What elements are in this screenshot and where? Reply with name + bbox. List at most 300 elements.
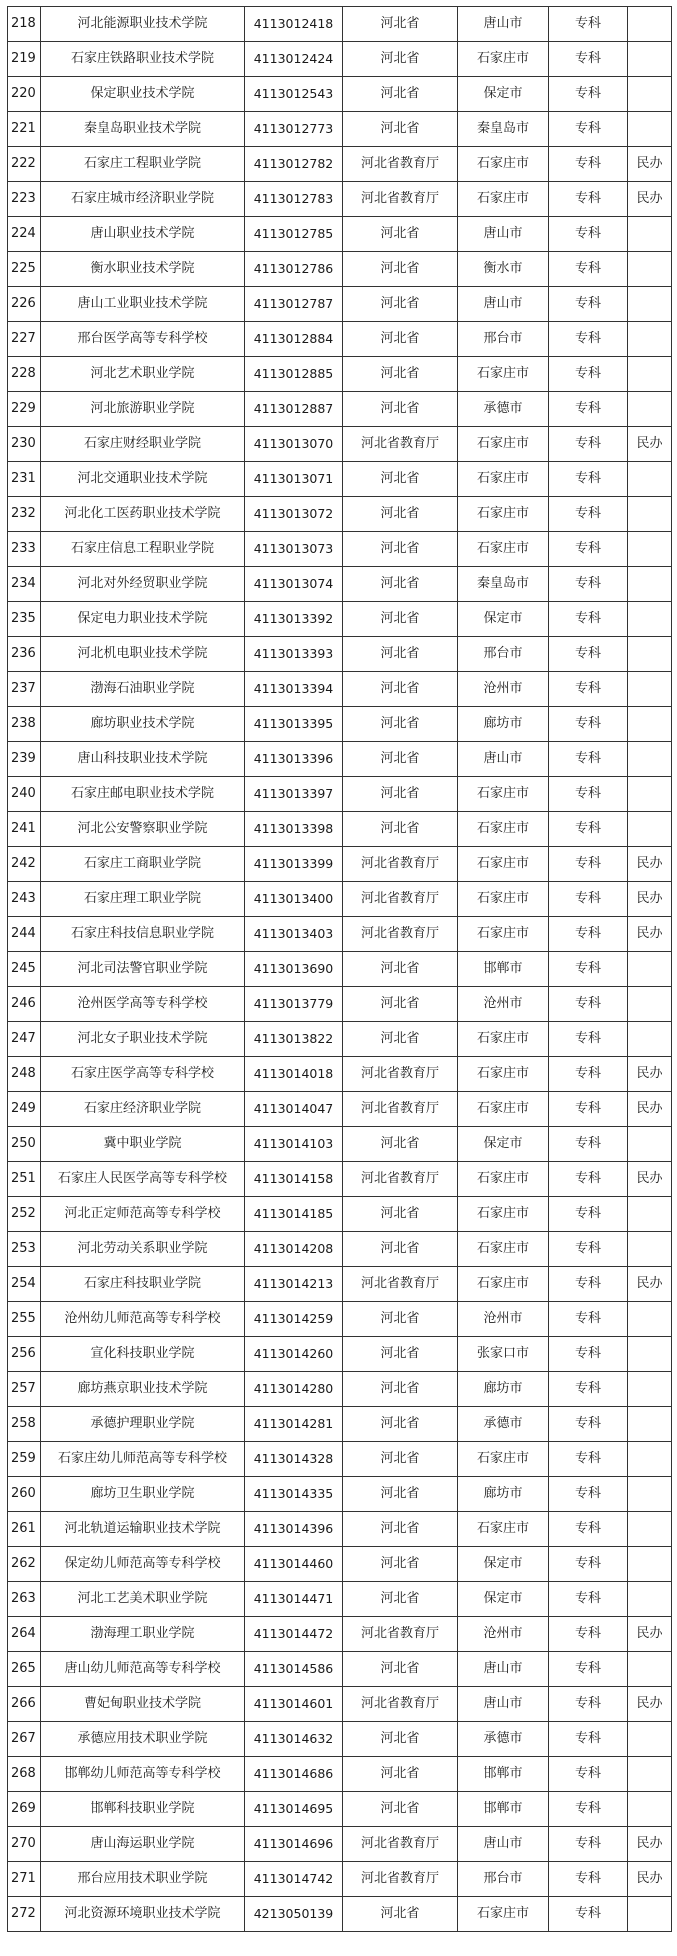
school-name-cell: 宣化科技职业学院 <box>41 1337 245 1372</box>
table-row <box>8 287 672 322</box>
school-code-cell: 4113013072 <box>245 497 343 532</box>
education-level-cell: 专科 <box>549 742 628 777</box>
remark-cell <box>628 1197 672 1232</box>
remark-cell <box>628 1512 672 1547</box>
row-number-cell: 248 <box>8 1057 41 1092</box>
education-level-cell: 专科 <box>549 917 628 952</box>
authority-cell: 河北省 <box>343 777 458 812</box>
row-number-cell: 253 <box>8 1232 41 1267</box>
school-name-cell: 河北机电职业技术学院 <box>41 637 245 672</box>
education-level-cell: 专科 <box>549 77 628 112</box>
row-number-cell: 250 <box>8 1127 41 1162</box>
education-level-cell: 专科 <box>549 1197 628 1232</box>
school-name-cell: 河北司法警官职业学院 <box>41 952 245 987</box>
education-level-cell: 专科 <box>549 462 628 497</box>
education-level-cell: 专科 <box>549 602 628 637</box>
school-name-cell: 曹妃甸职业技术学院 <box>41 1687 245 1722</box>
row-number-cell: 226 <box>8 287 41 322</box>
authority-cell: 河北省教育厅 <box>343 1862 458 1897</box>
remark-cell: 民办 <box>628 427 672 462</box>
authority-cell: 河北省 <box>343 1792 458 1827</box>
school-name-cell: 渤海理工职业学院 <box>41 1617 245 1652</box>
city-cell: 承德市 <box>458 392 549 427</box>
education-level-cell: 专科 <box>549 1512 628 1547</box>
city-cell: 石家庄市 <box>458 812 549 847</box>
authority-cell: 河北省 <box>343 1197 458 1232</box>
education-level-cell: 专科 <box>549 1022 628 1057</box>
remark-cell <box>628 112 672 147</box>
row-number-cell: 240 <box>8 777 41 812</box>
table-row <box>8 952 672 987</box>
education-level-cell: 专科 <box>549 322 628 357</box>
school-code-cell: 4113014208 <box>245 1232 343 1267</box>
table-row <box>8 42 672 77</box>
authority-cell: 河北省 <box>343 1407 458 1442</box>
table-row <box>8 1022 672 1057</box>
remark-cell <box>628 1582 672 1617</box>
education-level-cell: 专科 <box>549 252 628 287</box>
city-cell: 保定市 <box>458 1127 549 1162</box>
row-number-cell: 251 <box>8 1162 41 1197</box>
education-level-cell: 专科 <box>549 1092 628 1127</box>
education-level-cell: 专科 <box>549 707 628 742</box>
remark-cell: 民办 <box>628 1267 672 1302</box>
city-cell: 保定市 <box>458 1547 549 1582</box>
table-row <box>8 1757 672 1792</box>
remark-cell <box>628 567 672 602</box>
school-code-cell: 4113012783 <box>245 182 343 217</box>
remark-cell <box>628 1372 672 1407</box>
school-code-cell: 4113014018 <box>245 1057 343 1092</box>
school-code-cell: 4113013399 <box>245 847 343 882</box>
school-name-cell: 石家庄经济职业学院 <box>41 1092 245 1127</box>
education-level-cell: 专科 <box>549 1372 628 1407</box>
school-name-cell: 石家庄工程职业学院 <box>41 147 245 182</box>
school-name-cell: 衡水职业技术学院 <box>41 252 245 287</box>
row-number-cell: 272 <box>8 1897 41 1932</box>
remark-cell <box>628 672 672 707</box>
authority-cell: 河北省 <box>343 1022 458 1057</box>
school-code-cell: 4113014471 <box>245 1582 343 1617</box>
education-level-cell: 专科 <box>549 532 628 567</box>
school-name-cell: 承德护理职业学院 <box>41 1407 245 1442</box>
city-cell: 石家庄市 <box>458 427 549 462</box>
remark-cell <box>628 77 672 112</box>
city-cell: 廊坊市 <box>458 707 549 742</box>
table-row <box>8 1092 672 1127</box>
education-level-cell: 专科 <box>549 1547 628 1582</box>
row-number-cell: 232 <box>8 497 41 532</box>
city-cell: 石家庄市 <box>458 1197 549 1232</box>
school-name-cell: 河北资源环境职业技术学院 <box>41 1897 245 1932</box>
school-code-cell: 4113013779 <box>245 987 343 1022</box>
row-number-cell: 241 <box>8 812 41 847</box>
authority-cell: 河北省 <box>343 1547 458 1582</box>
school-code-cell: 4113012787 <box>245 287 343 322</box>
table-row <box>8 1827 672 1862</box>
education-level-cell: 专科 <box>549 1232 628 1267</box>
school-name-cell: 唐山科技职业技术学院 <box>41 742 245 777</box>
table-row <box>8 987 672 1022</box>
table-row <box>8 1687 672 1722</box>
education-level-cell: 专科 <box>549 182 628 217</box>
table-row <box>8 1337 672 1372</box>
city-cell: 唐山市 <box>458 742 549 777</box>
city-cell: 承德市 <box>458 1722 549 1757</box>
school-code-cell: 4113013073 <box>245 532 343 567</box>
city-cell: 邯郸市 <box>458 952 549 987</box>
table-row <box>8 392 672 427</box>
authority-cell: 河北省 <box>343 1582 458 1617</box>
school-name-cell: 石家庄理工职业学院 <box>41 882 245 917</box>
authority-cell: 河北省 <box>343 1757 458 1792</box>
city-cell: 石家庄市 <box>458 147 549 182</box>
table-row <box>8 917 672 952</box>
city-cell: 石家庄市 <box>458 1057 549 1092</box>
remark-cell: 民办 <box>628 1092 672 1127</box>
education-level-cell: 专科 <box>549 1267 628 1302</box>
authority-cell: 河北省教育厅 <box>343 182 458 217</box>
school-code-cell: 4113014695 <box>245 1792 343 1827</box>
remark-cell <box>628 637 672 672</box>
authority-cell: 河北省 <box>343 462 458 497</box>
authority-cell: 河北省 <box>343 322 458 357</box>
authority-cell: 河北省 <box>343 1372 458 1407</box>
authority-cell: 河北省 <box>343 1652 458 1687</box>
table-row <box>8 602 672 637</box>
school-code-cell: 4113013074 <box>245 567 343 602</box>
table-row <box>8 777 672 812</box>
city-cell: 沧州市 <box>458 672 549 707</box>
table-row <box>8 1617 672 1652</box>
row-number-cell: 268 <box>8 1757 41 1792</box>
school-code-cell: 4113014472 <box>245 1617 343 1652</box>
remark-cell <box>628 287 672 322</box>
authority-cell: 河北省 <box>343 287 458 322</box>
school-name-cell: 邢台医学高等专科学校 <box>41 322 245 357</box>
row-number-cell: 256 <box>8 1337 41 1372</box>
row-number-cell: 271 <box>8 1862 41 1897</box>
row-number-cell: 233 <box>8 532 41 567</box>
remark-cell: 民办 <box>628 182 672 217</box>
table-row <box>8 1162 672 1197</box>
education-level-cell: 专科 <box>549 672 628 707</box>
school-name-cell: 石家庄科技信息职业学院 <box>41 917 245 952</box>
row-number-cell: 264 <box>8 1617 41 1652</box>
row-number-cell: 239 <box>8 742 41 777</box>
school-name-cell: 邯郸科技职业学院 <box>41 1792 245 1827</box>
education-level-cell: 专科 <box>549 882 628 917</box>
table-row <box>8 742 672 777</box>
authority-cell: 河北省 <box>343 812 458 847</box>
row-number-cell: 234 <box>8 567 41 602</box>
table-row <box>8 882 672 917</box>
school-name-cell: 石家庄科技职业学院 <box>41 1267 245 1302</box>
authority-cell: 河北省教育厅 <box>343 1687 458 1722</box>
school-code-cell: 4113014335 <box>245 1477 343 1512</box>
school-name-cell: 石家庄人民医学高等专科学校 <box>41 1162 245 1197</box>
authority-cell: 河北省教育厅 <box>343 917 458 952</box>
education-level-cell: 专科 <box>549 952 628 987</box>
school-name-cell: 石家庄铁路职业技术学院 <box>41 42 245 77</box>
city-cell: 邢台市 <box>458 1862 549 1897</box>
authority-cell: 河北省 <box>343 567 458 602</box>
table-row <box>8 147 672 182</box>
school-code-cell: 4113013822 <box>245 1022 343 1057</box>
city-cell: 唐山市 <box>458 1652 549 1687</box>
school-name-cell: 石家庄邮电职业技术学院 <box>41 777 245 812</box>
school-name-cell: 石家庄医学高等专科学校 <box>41 1057 245 1092</box>
education-level-cell: 专科 <box>549 987 628 1022</box>
row-number-cell: 257 <box>8 1372 41 1407</box>
remark-cell <box>628 532 672 567</box>
authority-cell: 河北省 <box>343 252 458 287</box>
city-cell: 石家庄市 <box>458 1232 549 1267</box>
city-cell: 唐山市 <box>458 287 549 322</box>
remark-cell <box>628 217 672 252</box>
college-rows <box>8 7 672 1932</box>
authority-cell: 河北省 <box>343 42 458 77</box>
row-number-cell: 258 <box>8 1407 41 1442</box>
remark-cell <box>628 1442 672 1477</box>
school-code-cell: 4113013398 <box>245 812 343 847</box>
remark-cell <box>628 1652 672 1687</box>
education-level-cell: 专科 <box>549 1652 628 1687</box>
city-cell: 秦皇岛市 <box>458 112 549 147</box>
education-level-cell: 专科 <box>549 217 628 252</box>
row-number-cell: 229 <box>8 392 41 427</box>
row-number-cell: 219 <box>8 42 41 77</box>
education-level-cell: 专科 <box>549 1442 628 1477</box>
row-number-cell: 246 <box>8 987 41 1022</box>
table-row <box>8 1407 672 1442</box>
remark-cell <box>628 357 672 392</box>
city-cell: 沧州市 <box>458 987 549 1022</box>
authority-cell: 河北省教育厅 <box>343 1057 458 1092</box>
authority-cell: 河北省 <box>343 1477 458 1512</box>
school-name-cell: 河北旅游职业学院 <box>41 392 245 427</box>
table-row <box>8 1302 672 1337</box>
authority-cell: 河北省 <box>343 217 458 252</box>
remark-cell: 民办 <box>628 1862 672 1897</box>
school-name-cell: 石家庄幼儿师范高等专科学校 <box>41 1442 245 1477</box>
education-level-cell: 专科 <box>549 1722 628 1757</box>
table-row <box>8 567 672 602</box>
school-code-cell: 4113013396 <box>245 742 343 777</box>
remark-cell: 民办 <box>628 1687 672 1722</box>
school-code-cell: 4113013397 <box>245 777 343 812</box>
city-cell: 唐山市 <box>458 7 549 42</box>
school-name-cell: 河北女子职业技术学院 <box>41 1022 245 1057</box>
education-level-cell: 专科 <box>549 1617 628 1652</box>
school-code-cell: 4113013071 <box>245 462 343 497</box>
city-cell: 廊坊市 <box>458 1477 549 1512</box>
school-code-cell: 4113014601 <box>245 1687 343 1722</box>
school-code-cell: 4113014281 <box>245 1407 343 1442</box>
authority-cell: 河北省 <box>343 392 458 427</box>
school-name-cell: 石家庄城市经济职业学院 <box>41 182 245 217</box>
row-number-cell: 254 <box>8 1267 41 1302</box>
education-level-cell: 专科 <box>549 1582 628 1617</box>
city-cell: 邢台市 <box>458 637 549 672</box>
remark-cell <box>628 42 672 77</box>
city-cell: 廊坊市 <box>458 1372 549 1407</box>
table-row <box>8 1232 672 1267</box>
authority-cell: 河北省 <box>343 742 458 777</box>
row-number-cell: 269 <box>8 1792 41 1827</box>
authority-cell: 河北省教育厅 <box>343 847 458 882</box>
city-cell: 石家庄市 <box>458 497 549 532</box>
school-code-cell: 4113014213 <box>245 1267 343 1302</box>
authority-cell: 河北省 <box>343 1337 458 1372</box>
row-number-cell: 270 <box>8 1827 41 1862</box>
table-row <box>8 812 672 847</box>
city-cell: 石家庄市 <box>458 917 549 952</box>
remark-cell <box>628 812 672 847</box>
school-code-cell: 4113014259 <box>245 1302 343 1337</box>
authority-cell: 河北省教育厅 <box>343 1092 458 1127</box>
school-name-cell: 河北劳动关系职业学院 <box>41 1232 245 1267</box>
school-code-cell: 4113014460 <box>245 1547 343 1582</box>
remark-cell <box>628 602 672 637</box>
remark-cell <box>628 707 672 742</box>
school-name-cell: 河北艺术职业学院 <box>41 357 245 392</box>
education-level-cell: 专科 <box>549 1477 628 1512</box>
row-number-cell: 220 <box>8 77 41 112</box>
city-cell: 石家庄市 <box>458 357 549 392</box>
city-cell: 石家庄市 <box>458 1267 549 1302</box>
remark-cell: 民办 <box>628 917 672 952</box>
authority-cell: 河北省 <box>343 1232 458 1267</box>
remark-cell: 民办 <box>628 882 672 917</box>
school-code-cell: 4113014742 <box>245 1862 343 1897</box>
row-number-cell: 244 <box>8 917 41 952</box>
remark-cell: 民办 <box>628 1617 672 1652</box>
city-cell: 邯郸市 <box>458 1792 549 1827</box>
school-name-cell: 河北能源职业技术学院 <box>41 7 245 42</box>
city-cell: 石家庄市 <box>458 847 549 882</box>
remark-cell <box>628 1547 672 1582</box>
city-cell: 邯郸市 <box>458 1757 549 1792</box>
remark-cell <box>628 1722 672 1757</box>
school-name-cell: 邢台应用技术职业学院 <box>41 1862 245 1897</box>
school-code-cell: 4113014632 <box>245 1722 343 1757</box>
city-cell: 石家庄市 <box>458 182 549 217</box>
table-row <box>8 532 672 567</box>
row-number-cell: 255 <box>8 1302 41 1337</box>
education-level-cell: 专科 <box>549 497 628 532</box>
row-number-cell: 237 <box>8 672 41 707</box>
city-cell: 秦皇岛市 <box>458 567 549 602</box>
remark-cell <box>628 987 672 1022</box>
authority-cell: 河北省 <box>343 1127 458 1162</box>
school-name-cell: 唐山工业职业技术学院 <box>41 287 245 322</box>
row-number-cell: 249 <box>8 1092 41 1127</box>
school-name-cell: 唐山海运职业学院 <box>41 1827 245 1862</box>
table-row <box>8 1897 672 1932</box>
education-level-cell: 专科 <box>549 357 628 392</box>
table-row <box>8 1722 672 1757</box>
remark-cell: 民办 <box>628 147 672 182</box>
education-level-cell: 专科 <box>549 777 628 812</box>
school-name-cell: 沧州幼儿师范高等专科学校 <box>41 1302 245 1337</box>
school-name-cell: 保定职业技术学院 <box>41 77 245 112</box>
school-code-cell: 4113014103 <box>245 1127 343 1162</box>
school-name-cell: 承德应用技术职业学院 <box>41 1722 245 1757</box>
school-code-cell: 4113013393 <box>245 637 343 672</box>
city-cell: 唐山市 <box>458 1687 549 1722</box>
school-name-cell: 保定幼儿师范高等专科学校 <box>41 1547 245 1582</box>
remark-cell <box>628 1302 672 1337</box>
education-level-cell: 专科 <box>549 42 628 77</box>
school-name-cell: 石家庄工商职业学院 <box>41 847 245 882</box>
row-number-cell: 227 <box>8 322 41 357</box>
education-level-cell: 专科 <box>549 1337 628 1372</box>
remark-cell <box>628 7 672 42</box>
city-cell: 石家庄市 <box>458 42 549 77</box>
table-row <box>8 707 672 742</box>
education-level-cell: 专科 <box>549 1687 628 1722</box>
education-level-cell: 专科 <box>549 1162 628 1197</box>
school-name-cell: 石家庄信息工程职业学院 <box>41 532 245 567</box>
school-code-cell: 4113012786 <box>245 252 343 287</box>
row-number-cell: 243 <box>8 882 41 917</box>
row-number-cell: 267 <box>8 1722 41 1757</box>
table-row <box>8 672 672 707</box>
table-row <box>8 322 672 357</box>
school-code-cell: 4113014158 <box>245 1162 343 1197</box>
table-row <box>8 1057 672 1092</box>
school-name-cell: 河北公安警察职业学院 <box>41 812 245 847</box>
school-code-cell: 4113012424 <box>245 42 343 77</box>
school-name-cell: 秦皇岛职业技术学院 <box>41 112 245 147</box>
row-number-cell: 262 <box>8 1547 41 1582</box>
table-row <box>8 357 672 392</box>
school-name-cell: 冀中职业学院 <box>41 1127 245 1162</box>
city-cell: 保定市 <box>458 77 549 112</box>
school-name-cell: 廊坊职业技术学院 <box>41 707 245 742</box>
school-code-cell: 4113012543 <box>245 77 343 112</box>
table-row <box>8 112 672 147</box>
education-level-cell: 专科 <box>549 847 628 882</box>
table-row <box>8 847 672 882</box>
authority-cell: 河北省 <box>343 637 458 672</box>
authority-cell: 河北省教育厅 <box>343 427 458 462</box>
remark-cell <box>628 1477 672 1512</box>
remark-cell: 民办 <box>628 1162 672 1197</box>
school-name-cell: 渤海石油职业学院 <box>41 672 245 707</box>
remark-cell <box>628 252 672 287</box>
table-row <box>8 182 672 217</box>
row-number-cell: 265 <box>8 1652 41 1687</box>
city-cell: 石家庄市 <box>458 532 549 567</box>
education-level-cell: 专科 <box>549 392 628 427</box>
table-row <box>8 1862 672 1897</box>
authority-cell: 河北省 <box>343 1302 458 1337</box>
school-name-cell: 河北化工医药职业技术学院 <box>41 497 245 532</box>
city-cell: 石家庄市 <box>458 882 549 917</box>
city-cell: 石家庄市 <box>458 777 549 812</box>
school-code-cell: 4113014686 <box>245 1757 343 1792</box>
table-row <box>8 7 672 42</box>
authority-cell: 河北省教育厅 <box>343 1162 458 1197</box>
row-number-cell: 224 <box>8 217 41 252</box>
remark-cell <box>628 1127 672 1162</box>
city-cell: 石家庄市 <box>458 1022 549 1057</box>
table-row <box>8 462 672 497</box>
authority-cell: 河北省 <box>343 1897 458 1932</box>
authority-cell: 河北省 <box>343 357 458 392</box>
